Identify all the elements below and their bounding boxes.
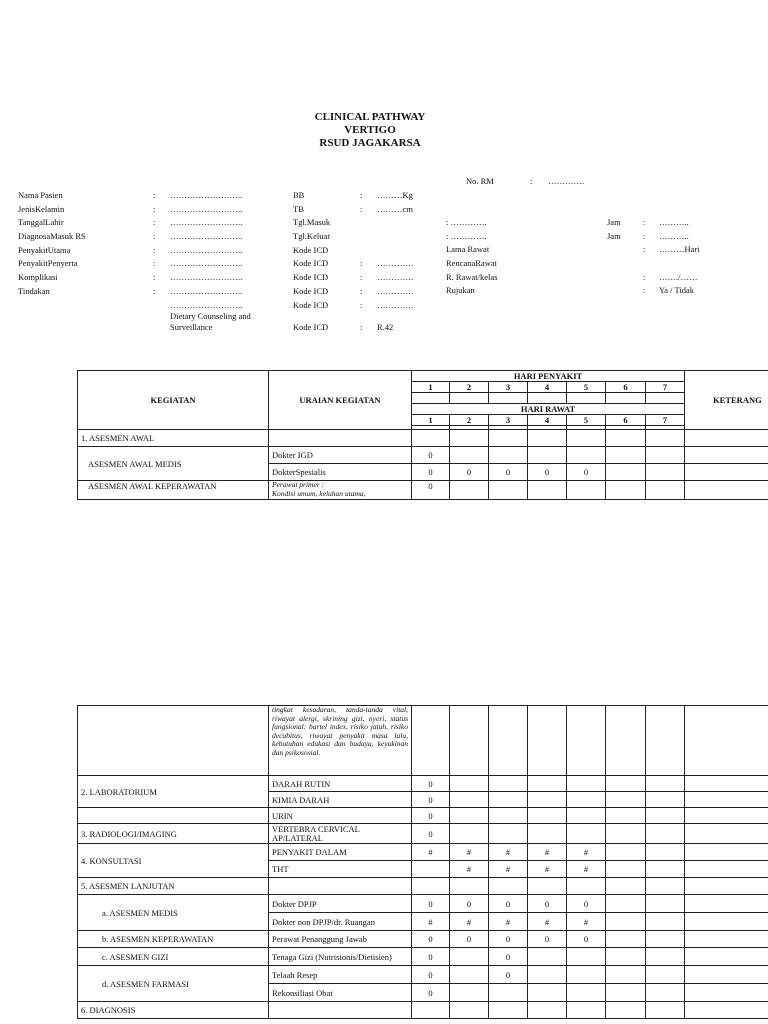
table-row: ASESMEN AWAL KEPERAWATAN Perawat primer : Kondisi umum, keluhan utama, 0	[78, 481, 768, 500]
table-row: 5. ASESMEN LANJUTAN	[78, 878, 768, 895]
table-row: 3. RADIOLOGI/IMAGING VERTEBRA CERVICAL AP/LATERAL 0	[78, 824, 768, 844]
doc-title-line1: CLINICAL PATHWAY	[314, 111, 426, 123]
dietary-line1: Dietary Counseling and	[170, 311, 251, 321]
table-row: URIN 0	[78, 808, 768, 824]
table-row: THT # # # #	[78, 861, 768, 878]
table-row	[78, 706, 768, 776]
asesmen-continuation-text: tingkat kesadaran, tanda-tanda vital, riwayat alergi, skrining gizi, nyeri, status fungsional: bartel index, risiko jatuh, risiko decubitus, riwayat penyakit masa lalu, kebutuhan edukasi dan budaya, keyakinan dan psikososial.	[272, 705, 408, 757]
header-kegiatan: KEGIATAN	[78, 371, 269, 430]
pathway-table-bottom	[77, 705, 768, 1019]
norm-colon: :	[530, 176, 533, 186]
norm-label: No. RM	[466, 176, 494, 186]
table-row: 2. LABORATORIUM DARAH RUTIN 0	[78, 776, 768, 792]
dietary-value: R.42	[377, 322, 394, 332]
dietary-line2: Surveillance	[170, 322, 213, 332]
extra-dots: ……………………..	[170, 300, 243, 310]
table-row: b. ASESMEN KEPERAWATAN Perawat Penanggung Jawab 0 0 0 0 0	[78, 931, 768, 948]
header-hari-rawat: HARI RAWAT	[412, 404, 685, 415]
table-row: 4. KONSULTASI PENYAKIT DALAM # # # # #	[78, 844, 768, 861]
day-header-row: 1 2 3 4 5 6 7	[78, 382, 768, 393]
dietary-colon: :	[360, 322, 363, 332]
table-row: 6. DIAGNOSIS	[78, 1002, 768, 1019]
header-hari-penyakit: HARI PENYAKIT	[412, 371, 685, 382]
table-row: ASESMEN AWAL MEDIS Dokter IGD 0	[78, 447, 768, 464]
norm-value: ………….	[548, 176, 585, 186]
table-row: Dokter non DPJP/dr. Ruangan # # # # #	[78, 913, 768, 931]
header-uraian: URAIAN KEGIATAN	[269, 371, 412, 430]
doc-title-line2: VERTIGO	[344, 124, 396, 136]
doc-title-line3: RSUD JAGAKARSA	[319, 137, 421, 149]
table-row: a. ASESMEN MEDIS Dokter DPJP 0 0 0 0 0	[78, 895, 768, 913]
table-row: KIMIA DARAH 0	[78, 792, 768, 808]
table-row: d. ASESMEN FARMASI Telaah Resep 0 0	[78, 966, 768, 984]
dietary-kode: Kode ICD	[293, 322, 329, 332]
header-keterangan: KETERANG	[685, 371, 768, 430]
table-row: 1. ASESMEN AWAL	[78, 430, 768, 447]
table-row: c. ASESMEN GIZI Tenaga Gizi (Nutrisionis/Dietisien) 0 0	[78, 948, 768, 966]
day-header-row: 1 2 3 4 5 6 7	[78, 415, 768, 426]
table-row: Rekonsiliasi Obat 0	[78, 984, 768, 1002]
table-row: DokterSpesialis 0 0 0 0 0	[78, 464, 768, 481]
pathway-table-top	[77, 370, 768, 500]
